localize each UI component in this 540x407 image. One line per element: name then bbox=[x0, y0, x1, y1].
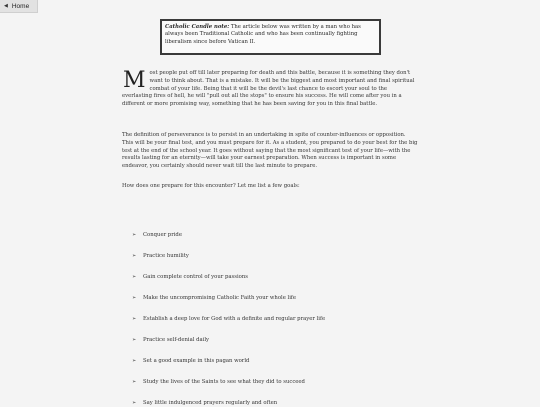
arrow-bullet-icon: ➢ bbox=[132, 337, 137, 343]
list-item: ➢ Gain complete control of your passions bbox=[132, 274, 248, 280]
editor-note-body: The article below was written by a man who has always been Traditional Catholic and who has been continually fighting liberalism since before Vatican II. bbox=[165, 24, 361, 45]
list-item: ➢ Say little indulgenced prayers regularly and often bbox=[132, 400, 278, 406]
arrow-bullet-icon: ➢ bbox=[132, 232, 137, 238]
list-item: ➢ Practice self-denial daily bbox=[132, 337, 210, 343]
article-body bbox=[122, 70, 418, 191]
arrow-bullet-icon: ➢ bbox=[132, 295, 137, 301]
paragraph-1-text: ost people put off till later preparing for death and this battle, because it is something they don't want to think about. That is a mistake. It will be the biggest and most important and final spiritual combat of your life. Being that it will be the devil's last chance to escort your soul to the everlasting fires of hell, he will "pull out all the stops" to ensure his success. He will come after you in a different or more promising way, something that he has been saving for you in this final battle. bbox=[122, 70, 415, 108]
arrow-bullet-icon: ➢ bbox=[132, 400, 137, 406]
list-item: ➢ Set a good example in this pagan world bbox=[132, 358, 250, 364]
list-item: ➢ Establish a deep love for God with a definite and regular prayer life bbox=[132, 316, 326, 322]
list-item: ➢ Conquer pride bbox=[132, 232, 182, 238]
home-button-label: Home bbox=[11, 2, 30, 10]
home-button[interactable] bbox=[0, 0, 38, 13]
article-paragraph-3: How does one prepare for this encounter? Let me list a few goals: bbox=[122, 182, 300, 189]
arrow-bullet-icon: ➢ bbox=[132, 253, 137, 259]
caret-left-icon: ◀ bbox=[4, 3, 8, 9]
editor-note-text bbox=[165, 24, 376, 46]
list-item: ➢ Make the uncompromising Catholic Faith your whole life bbox=[132, 295, 297, 301]
arrow-bullet-icon: ➢ bbox=[132, 358, 137, 364]
drop-cap: M bbox=[123, 68, 146, 93]
arrow-bullet-icon: ➢ bbox=[132, 274, 137, 280]
article-paragraph-1 bbox=[122, 70, 418, 120]
arrow-bullet-icon: ➢ bbox=[132, 379, 137, 385]
editor-note-box bbox=[160, 19, 381, 55]
arrow-bullet-icon: ➢ bbox=[132, 316, 137, 322]
article-paragraph-2: The definition of perseverance is to persist in an undertaking in spite of counter-influences or opposition. This will be your final test, and you must prepare for it. As a student, you prepared to do your best for the big test at the end of the school year. It goes without saying that the most significant test of your life—with the results lasting for an eternity—will take your earnest preparation. When success is important in some endeavor, you certainly should never wait till the last minute to prepare. bbox=[122, 132, 418, 170]
list-item: ➢ Study the lives of the Saints to see what they did to succeed bbox=[132, 379, 305, 385]
list-item: ➢ Practice humility bbox=[132, 253, 189, 259]
editor-note-label: Catholic Candle note: bbox=[165, 24, 230, 30]
